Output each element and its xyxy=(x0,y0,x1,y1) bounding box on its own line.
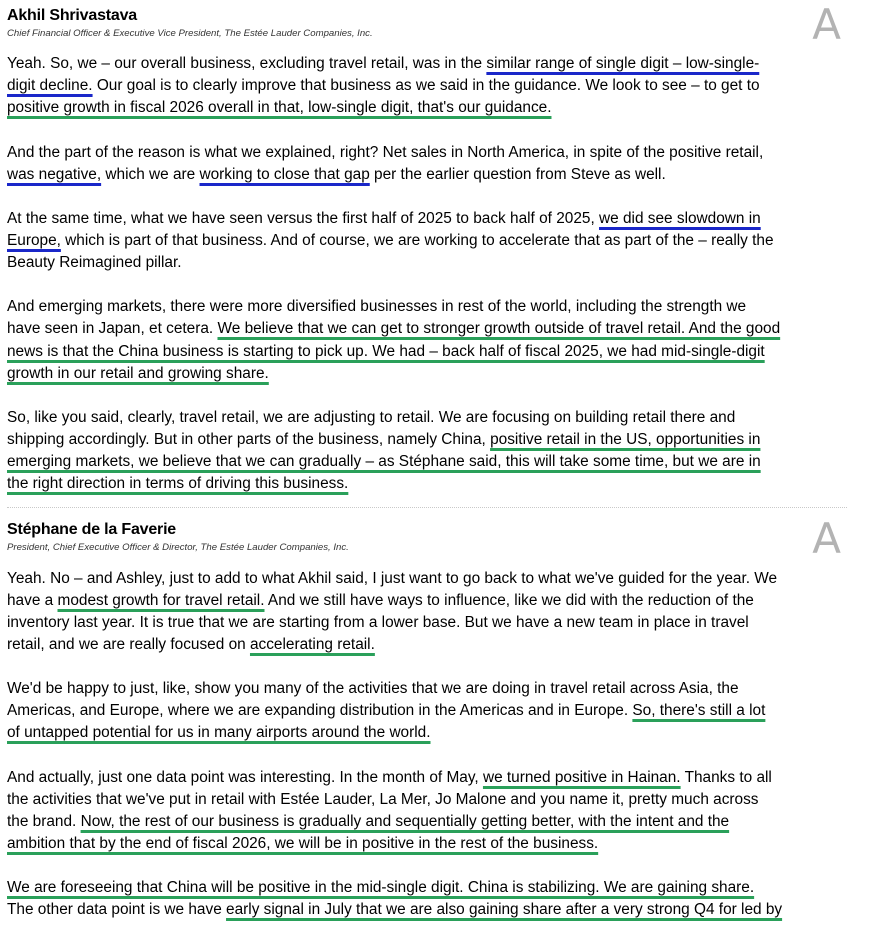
highlighted-phrase-green: emerging markets, we believe that we can gradually – as Stéphane said, this will take some time, but we are in xyxy=(7,453,761,470)
answer-mark: A xyxy=(812,514,841,563)
highlighted-phrase-green: early signal in July that we are also gaining share after a very strong Q4 for led by xyxy=(226,901,783,918)
transcript-line xyxy=(7,230,774,252)
text-segment: And the part of the reason is what we explained, right? Net sales in North America, in spite of the positive retail, xyxy=(7,144,764,161)
highlighted-phrase-blue: working to close that gap xyxy=(199,166,370,183)
speaker-name: Stéphane de la Faverie xyxy=(7,521,177,538)
text-segment: Yeah. No – and Ashley, just to add to what Akhil said, I just want to go back to what we've guided for the year. We xyxy=(7,570,778,587)
text-segment: inventory last year. It is true that we are starting from a lower base. But we have a new team in place in travel xyxy=(7,614,749,631)
highlighted-phrase-green: growth in our retail and growing share. xyxy=(7,365,269,382)
transcript-line xyxy=(7,97,551,119)
highlighted-phrase-green: of untapped potential for us in many airports around the world. xyxy=(7,724,431,741)
speaker-name: Akhil Shrivastava xyxy=(7,7,137,24)
transcript-line xyxy=(7,700,765,722)
text-segment: which we are xyxy=(101,166,200,183)
text-segment: The other data point is we have xyxy=(7,901,227,918)
highlighted-phrase-green: ambition that by the end of fiscal 2026, we will be in positive in the rest of the business. xyxy=(7,835,599,852)
transcript-line xyxy=(7,429,760,451)
text-segment: shipping accordingly. But in other parts of the business, namely China, xyxy=(7,431,491,448)
highlighted-phrase-blue: digit decline. xyxy=(7,77,93,94)
transcript-line xyxy=(7,767,772,789)
transcript-line xyxy=(7,678,739,700)
text-segment: Beauty Reimagined pillar. xyxy=(7,254,182,271)
transcript-line xyxy=(7,363,269,385)
speaker-header-1 xyxy=(7,7,857,40)
text-segment: have a xyxy=(7,592,58,609)
text-segment: And actually, just one data point was interesting. In the month of May, xyxy=(7,769,483,786)
highlighted-phrase-green: accelerating retail. xyxy=(249,636,375,653)
text-segment: per the earlier question from Steve as well. xyxy=(369,166,666,183)
highlighted-phrase-green: modest growth for travel retail. xyxy=(57,592,265,609)
transcript-line xyxy=(7,590,754,612)
transcript-line xyxy=(7,899,782,921)
text-segment: Our goal is to clearly improve that business as we said in the guidance. We look to see – to get to xyxy=(92,77,760,94)
highlighted-phrase-blue: was negative, xyxy=(7,166,102,183)
transcript-line xyxy=(7,318,780,340)
highlighted-phrase-green: the right direction in terms of driving this business. xyxy=(7,475,349,492)
highlighted-phrase-green: So, there's still a lot xyxy=(632,702,766,719)
highlighted-phrase-blue: similar range of single digit – low-single- xyxy=(486,55,760,72)
text-segment: retail, and we are really focused on xyxy=(7,636,250,653)
text-segment: So, like you said, clearly, travel retail, we are adjusting to retail. We are focusing on building retail there and xyxy=(7,409,736,426)
text-segment: Yeah. So, we – our overall business, excluding travel retail, was in the xyxy=(7,55,487,72)
transcript-line xyxy=(7,877,754,899)
transcript-line xyxy=(7,164,666,186)
highlighted-phrase-green: We believe that we can get to stronger growth outside of travel retail. And the good xyxy=(217,320,781,337)
transcript-line xyxy=(7,75,760,97)
text-segment: And we still have ways to influence, like we did with the reduction of the xyxy=(264,592,754,609)
transcript-line xyxy=(7,568,777,590)
text-segment: the activities that we've put in retail with Estée Lauder, La Mer, Jo Malone and you name it, pretty much across xyxy=(7,791,759,808)
transcript-line xyxy=(7,296,746,318)
text-segment: We'd be happy to just, like, show you many of the activities that we are doing in travel retail across Asia, the xyxy=(7,680,739,697)
text-segment: Americas, and Europe, where we are expanding distribution in the Americas and in Europe. xyxy=(7,702,633,719)
transcript-line xyxy=(7,789,758,811)
highlighted-phrase-green: we turned positive in Hainan. xyxy=(482,769,681,786)
transcript-line xyxy=(7,612,749,634)
transcript-line xyxy=(7,142,763,164)
transcript-line xyxy=(7,634,375,656)
transcript-line xyxy=(7,208,761,230)
transcript-line xyxy=(7,341,765,363)
highlighted-phrase-green: positive growth in fiscal 2026 overall in that, low-single digit, that's our guidance. xyxy=(7,99,552,116)
section-divider xyxy=(7,507,847,508)
text-segment: At the same time, what we have seen versus the first half of 2025 to back half of 2025, xyxy=(7,210,600,227)
text-segment: the brand. xyxy=(7,813,81,830)
speaker-title: President, Chief Executive Officer & Director, The Estée Lauder Companies, Inc. xyxy=(7,542,349,553)
text-segment: which is part of that business. And of course, we are working to accelerate that as part of the – really the xyxy=(60,232,774,249)
highlighted-phrase-green: We are foreseeing that China will be positive in the mid-single digit. China is stabilizing. We are gaining share. xyxy=(7,879,755,896)
transcript-line xyxy=(7,833,598,855)
transcript-line xyxy=(7,722,431,744)
highlighted-phrase-green: Now, the rest of our business is gradually and sequentially getting better, with the intent and the xyxy=(80,813,730,830)
text-segment: have seen in Japan, et cetera. xyxy=(7,320,218,337)
transcript-line xyxy=(7,252,182,274)
text-segment: Thanks to all xyxy=(680,769,772,786)
answer-mark: A xyxy=(812,0,841,49)
transcript-line xyxy=(7,53,759,75)
transcript-line xyxy=(7,451,761,473)
transcript-line xyxy=(7,407,735,429)
speaker-title: Chief Financial Officer & Executive Vice President, The Estée Lauder Companies, Inc. xyxy=(7,28,373,39)
text-segment: And emerging markets, there were more diversified businesses in rest of the world, including the strength we xyxy=(7,298,747,315)
transcript-line xyxy=(7,473,348,495)
highlighted-phrase-green: news is that the China business is starting to pick up. We had – back half of fiscal 2025, we had mid-single-digit xyxy=(7,343,765,360)
highlighted-phrase-blue: we did see slowdown in xyxy=(599,210,761,227)
transcript-line xyxy=(7,811,729,833)
speaker-header-2 xyxy=(7,521,857,554)
highlighted-phrase-green: positive retail in the US, opportunities in xyxy=(490,431,761,448)
highlighted-phrase-blue: Europe, xyxy=(7,232,61,249)
